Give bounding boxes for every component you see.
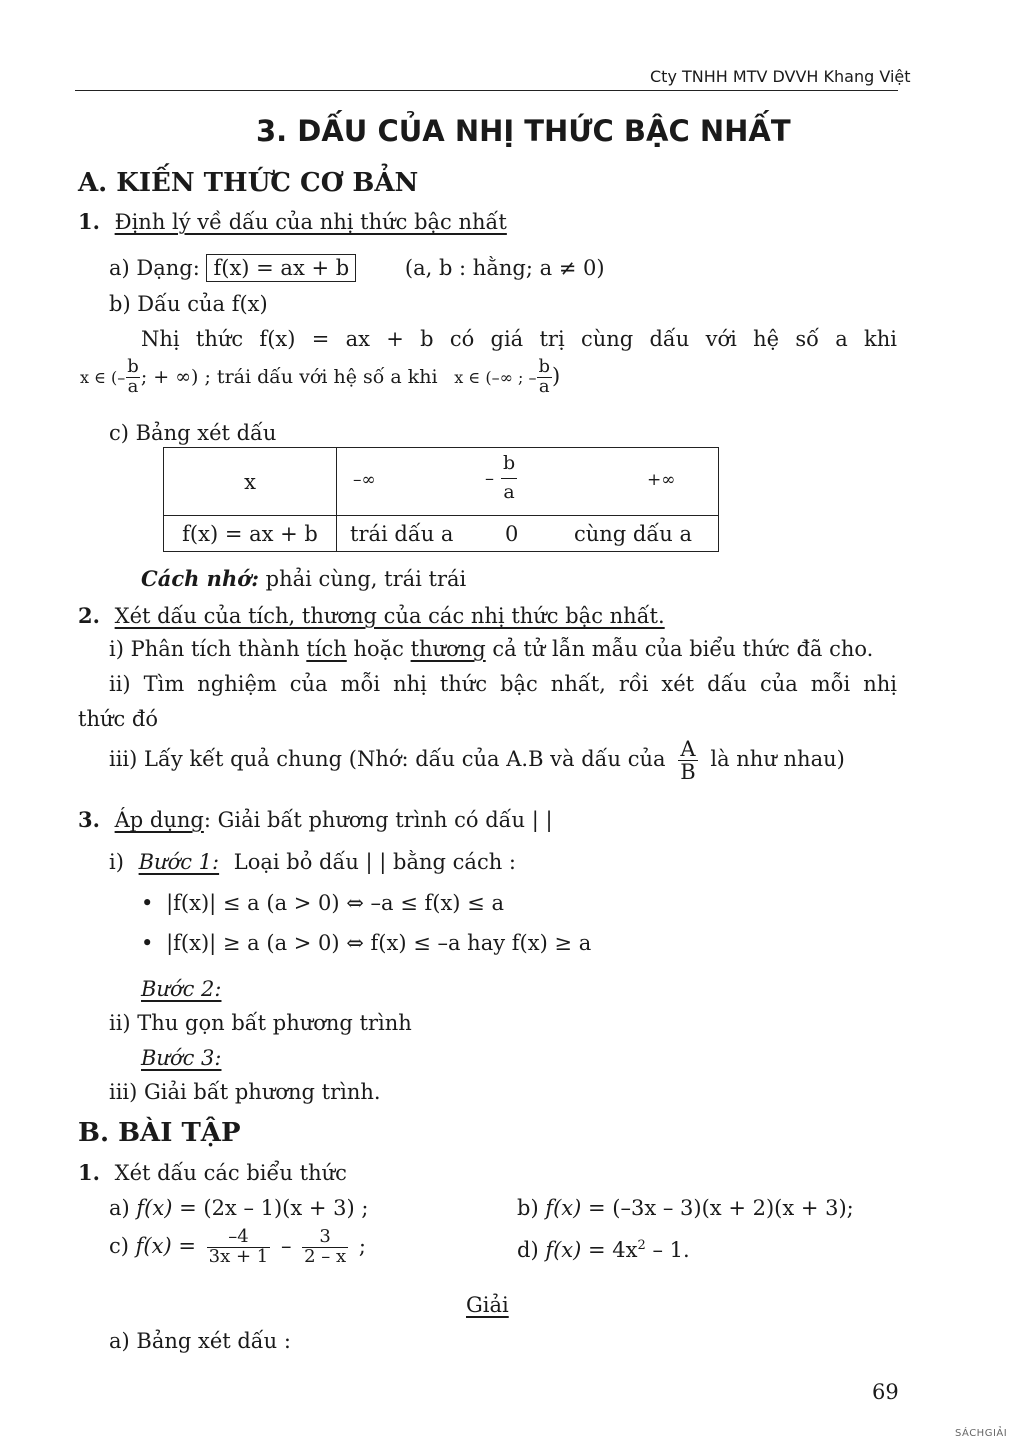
item1-title: Định lý về dấu của nhị thức bậc nhất <box>114 210 507 234</box>
left-sign: trái dấu a <box>350 522 454 546</box>
item1-b-text2 <box>80 358 560 397</box>
item2-i-line <box>109 637 873 661</box>
bullet-1 <box>141 891 504 915</box>
memo-line <box>141 566 466 591</box>
item1-a-line <box>109 256 605 280</box>
step1-label: Bước 1: <box>138 850 220 874</box>
exponent: 2 <box>637 1238 646 1253</box>
item2-ii-line1: ii) Tìm nghiệm của mỗi nhị thức bậc nhất, rồi xét dấu của mỗi nhị <box>109 672 897 696</box>
interval1-end: ; + ∞) ; trái dấu với hệ số a khi <box>140 365 438 388</box>
bullet-dot-1: • <box>141 891 154 915</box>
sign-table-row-fx <box>164 516 719 552</box>
frac-c1: $\frac{-4}{3x + 1}$ <box>208 1226 269 1267</box>
item3-heading <box>78 807 553 832</box>
sign-table-row-x <box>164 448 719 516</box>
item2-title: Xét dấu của tích, thương của các nhị thức bậc nhất. <box>114 604 665 628</box>
item2-i-mid: hoặc <box>353 637 404 661</box>
table-x-label: x <box>164 448 337 516</box>
sign-table <box>163 447 719 552</box>
interval2-end: ) <box>552 363 561 388</box>
table-fx-signs <box>337 516 719 552</box>
publisher-header: Cty TNHH MTV DVVH Khang Việt <box>650 67 911 86</box>
item1-b-label: b) Dấu của f(x) <box>109 292 268 316</box>
item3-ii-text: ii) Thu gọn bất phương trình <box>109 1011 412 1035</box>
exercise-d-fx: f(x) <box>545 1238 582 1262</box>
exercise-a: a) f(x) = (2x – 1)(x + 3) ; <box>109 1196 369 1220</box>
item2-ii-line2: thức đó <box>78 707 159 731</box>
frac-c2: $\frac{3}{2 - x}$ <box>304 1226 347 1267</box>
item2-i-thuong: thương <box>410 637 486 661</box>
item2-iii-end: là như nhau) <box>710 747 845 772</box>
root-minus-sign: – <box>485 468 494 489</box>
exercise1-title: Xét dấu các biểu thức <box>114 1161 347 1185</box>
x-in-interval-1: x ∈ (– <box>80 367 126 387</box>
item1-number: 1. <box>78 209 100 234</box>
item1-c-label: c) Bảng xét dấu <box>109 421 277 445</box>
item3-title-rest: : Giải bất phương trình có dấu | | <box>203 808 553 832</box>
solution-a-line: a) Bảng xét dấu : <box>109 1329 291 1353</box>
solution-heading: Giải <box>466 1293 509 1317</box>
exercise-c: c) f(x) = $\frac{-4}{3x + 1}$ – $\frac{3}{2 - x}$ ; <box>109 1226 366 1267</box>
right-sign: cùng dấu a <box>574 522 692 546</box>
item3-iii-text: iii) Giải bất phương trình. <box>109 1080 381 1104</box>
zero-value: 0 <box>505 522 519 546</box>
item3-i-label: i) <box>109 850 124 874</box>
section-a-title: A. KIẾN THỨC CƠ BẢN <box>78 168 419 198</box>
exercise1-heading <box>78 1160 347 1185</box>
frac-b-over-a-1: $\frac{b}{a}$ <box>127 356 139 397</box>
item1-heading <box>78 209 507 234</box>
x-in-interval-2: x ∈ (–∞ ; – <box>454 367 537 387</box>
step2-label: Bước 2: <box>141 977 222 1001</box>
watermark-logo: SÁCHGIẢI <box>955 1428 1008 1439</box>
exercise-a-expr: = (2x – 1)(x + 3) ; <box>179 1196 369 1220</box>
bullet-dot-2: • <box>141 931 154 955</box>
item2-iii-text: iii) Lấy kết quả chung (Nhớ: dấu của A.B và dấu của <box>109 747 666 772</box>
item2-heading <box>78 603 665 628</box>
page-number: 69 <box>872 1380 899 1404</box>
plus-infinity: +∞ <box>647 470 676 490</box>
formula-box: f(x) = ax + b <box>206 254 356 282</box>
item1-a-label: a) Dạng: <box>109 256 200 280</box>
exercise1-number: 1. <box>78 1160 100 1185</box>
item2-number: 2. <box>78 603 100 628</box>
item2-iii-line <box>109 738 845 783</box>
exercise-c-fx: f(x) <box>135 1233 172 1258</box>
memo-label: Cách nhớ: <box>141 566 259 591</box>
item2-i-tich: tích <box>306 637 347 661</box>
frac-a-over-b: $\frac{A}{B}$ <box>680 737 696 785</box>
exercise-b-fx: f(x) <box>545 1196 582 1220</box>
item2-i-pre: i) Phân tích thành <box>109 637 300 661</box>
root-fraction: $\frac{b}{a}$ <box>503 452 516 503</box>
section-b-title: B. BÀI TẬP <box>78 1118 241 1148</box>
minus-infinity: –∞ <box>353 470 376 490</box>
item1-a-note: (a, b : hằng; a ≠ 0) <box>404 256 605 280</box>
exercise-b: b) f(x) = (–3x – 3)(x + 2)(x + 3); <box>517 1196 854 1220</box>
frac-b-over-a-2: $\frac{b}{a}$ <box>538 356 550 397</box>
bullet-2 <box>141 931 591 955</box>
exercise-b-expr: = (–3x – 3)(x + 2)(x + 3); <box>588 1196 854 1220</box>
bullet-2-text: |f(x)| ≥ a (a > 0) ⇔ f(x) ≤ –a hay f(x) ≥ a <box>166 931 592 955</box>
item1-b-text1: Nhị thức f(x) = ax + b có giá trị cùng dấu với hệ số a khi <box>141 327 897 351</box>
table-fx-label: f(x) = ax + b <box>164 516 337 552</box>
item3-title-underlined: Áp dụng <box>114 808 204 832</box>
table-x-values <box>337 448 719 516</box>
step1-text: Loại bỏ dấu | | bằng cách : <box>233 850 516 874</box>
header-rule <box>75 90 898 91</box>
exercise-a-fx: f(x) <box>136 1196 173 1220</box>
exercise-d: d) $f(x) = 4x^2 - 1$. <box>517 1238 690 1262</box>
chapter-title: 3. DẤU CỦA NHỊ THỨC BẬC NHẤT <box>256 114 791 148</box>
step3-label: Bước 3: <box>141 1046 222 1070</box>
item2-i-post: cả tử lẫn mẫu của biểu thức đã cho. <box>492 637 874 661</box>
bullet-1-text: |f(x)| ≤ a (a > 0) ⇔ –a ≤ f(x) ≤ a <box>166 891 504 915</box>
item3-number: 3. <box>78 807 100 832</box>
item3-step1-line <box>109 850 516 874</box>
memo-text: phải cùng, trái trái <box>265 567 467 591</box>
